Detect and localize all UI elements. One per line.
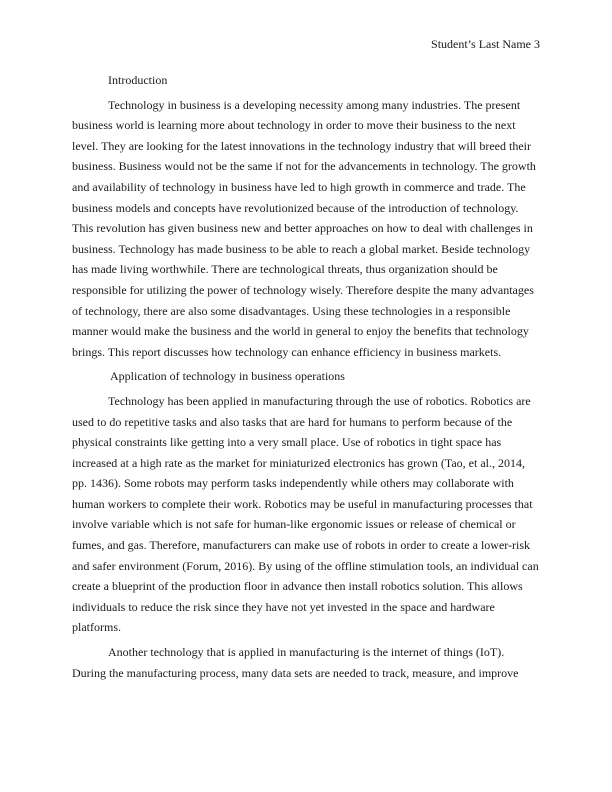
- document-body: [72, 70, 540, 683]
- introduction-paragraph: Technology in business is a developing necessity among many industries. The present business world is learning more about technology in order to move their business to the next level. They are looking for the latest innovations in the technology industry that will breed their business. Business would not be the same if not for the advancements in technology. The growth and availability of technology in business have led to high growth in commerce and trade. The business models and concepts have revolutionized because of the introduction of technology. This revolution has given business new and better approaches on how to deal with challenges in business. Technology has made business to be able to reach a global market. Beside technology has made living worthwhile. There are technological threats, thus organization should be responsible for utilizing the power of technology wisely. Therefore despite the many advantages of technology, there are also some disadvantages. Using these technologies in a responsible manner would make the business and the world in general to enjoy the benefits that technology brings. This report discusses how technology can enhance efficiency in business markets.: [72, 97, 536, 359]
- running-head: Student’s Last Name 3: [431, 37, 540, 51]
- application-heading: Application of technology in business operations: [110, 369, 345, 384]
- introduction-heading: Introduction: [108, 73, 168, 87]
- robotics-paragraph: Technology has been applied in manufacturing through the use of robotics. Robotics are used to do repetitive tasks and also tasks that are hard for humans to perform because of the physical constraints like getting into a very small place. Use of robotics in tight space has increased at a high rate as the market for miniaturized electronics has grown (Tao, et al., 2014, pp. 1436). Some robots may perform tasks independently while others may collaborate with human workers to complete their work. Robotics may be useful in manufacturing processes that involve variable which is not safe for human-like ergonomic issues or release of chemical or fumes, and gas. Therefore, manufacturers can make use of robots in order to create a lower-risk and safer environment (Forum, 2016). By using of the offline stimulation tools, an individual can create a blueprint of the production floor in advance then install robotics solution. This allows individuals to reduce the risk since they have not yet invested in the space and hardware platforms.: [72, 393, 539, 635]
- iot-paragraph: Another technology that is applied in manufacturing is the internet of things (IoT). During the manufacturing process, many data sets are needed to track, measure, and improve: [72, 645, 519, 680]
